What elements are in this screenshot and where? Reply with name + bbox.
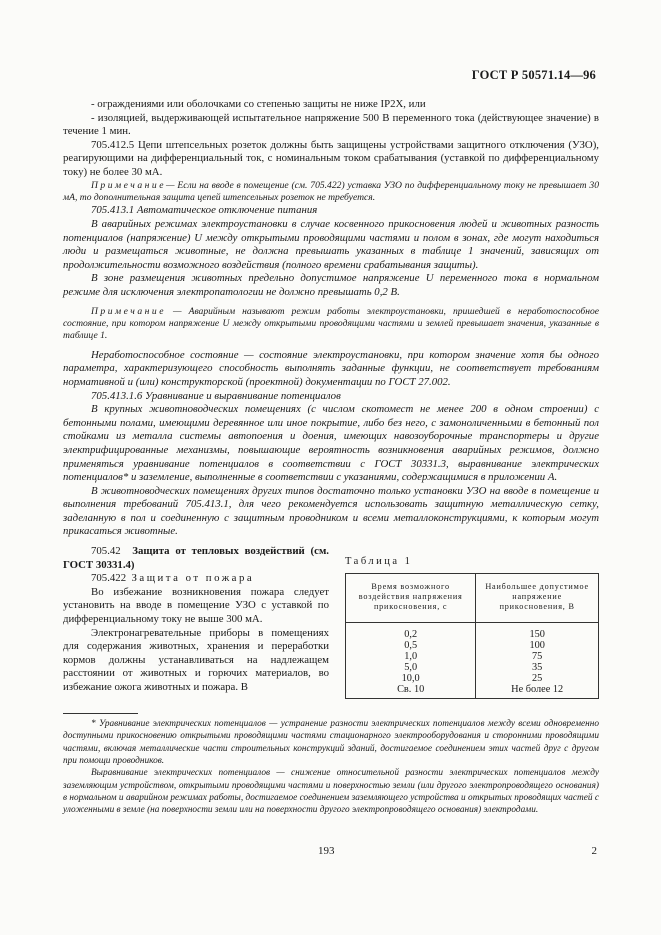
- section-heading-705-42: 705.42 Защита от тепловых воздействий (см. ГОСТ 30331.4): [63, 545, 329, 571]
- document-body: [63, 98, 599, 816]
- footnote-divider: [63, 713, 138, 714]
- table-row: 10,0 25: [346, 673, 599, 684]
- note-label: Примечание: [91, 179, 166, 191]
- table-row: 0,5 100: [346, 640, 599, 651]
- footnote: * Уравнивание электрических потенциалов — устранение разности электрических потенциалов между всеми одновременно доступными прикосновению открытыми проводящими частями стационарного электрооборудования и сторонними проводящими частями, включая металлические части строительных конструкций зданий, достигаемое соединением этих частей друг с другом при помощи проводников.: [63, 719, 599, 766]
- data-table: [345, 573, 599, 699]
- document-header: ГОСТ Р 50571.14—96: [471, 68, 596, 82]
- table-row: 5,0 35: [346, 662, 599, 673]
- list-item: - ограждениями или оболочками со степенью защиты не ниже IP2X, или: [91, 98, 426, 110]
- footnote: Выравнивание электрических потенциалов — снижение относительной разности электрических потенциалов между заземляющим устройством, открытыми проводящими частями и поверхностью земли (или другого электропроводящего основания) в нормальном и аварийном режимах работы, достигаемое соединением заземляющего устройства и открытых проводящих частей с уложенными в земле (на поверхности земли или на поверхности другого электропроводящего основания) электродами.: [63, 768, 599, 816]
- page-number: 193: [318, 845, 335, 857]
- table-1: [345, 555, 599, 699]
- two-column-section: [63, 545, 599, 705]
- table-title: Таблица 1: [345, 556, 413, 568]
- paragraph: Электронагревательные приборы в помещениях для содержания животных, хранения и переработки кормов должны устанавливаться на надлежащем расстоянии от животных и горючих материалов, во избежание ожога животных и пожара. В: [63, 626, 329, 693]
- clause-705-412-5: 705.412.5 Цепи штепсельных розеток должны быть защищены устройствами защитного отключения (УЗО), реагирующими на дифференциальный ток, с номинальным током срабатывания (уставкой по дифференциальному току) не более 30 мА.: [63, 138, 599, 178]
- table-row: Св. 10 Не более 12: [346, 684, 599, 699]
- sheet-number: 2: [591, 845, 597, 857]
- note-text: Если на вводе в помещение (см. 705.422) уставка УЗО по дифференциальному току не превышает 30 мА, то дополнительная защита цепей штепсельных розеток не требуется.: [63, 179, 600, 203]
- paragraph: В животноводческих помещениях других типов достаточно только установки УЗО на вводе в помещение и выполнения требований 705.413.1, для чего рекомендуется использовать защитную металлическую сетку, заделанную в пол и соединенную с защитным проводником и всеми металлоконструкциями, к которым могут прикасаться животные.: [63, 484, 599, 538]
- paragraph: Во избежание возникновения пожара следует установить на вводе в помещение УЗО с уставкой по дифференциальному току не выше 300 мА.: [63, 585, 329, 626]
- note: Примечание— Если на вводе в помещение (см. 705.422) уставка УЗО по дифференциальному току не превышает 30 мА, то дополнительная защита цепей штепсельных розеток не требуется.: [63, 179, 600, 203]
- column-header: Время возможного воздействия напряжения прикосновения, с: [346, 573, 476, 622]
- note: Примечание — Аварийным называют режим работы электроустановки, пришедшей в неработоспособное состояние, при котором напряжение U между открытыми проводящими частями и землей превышает значения, указанные в таблице 1.: [63, 305, 600, 342]
- paragraph: В аварийных режимах электроустановки в случае косвенного прикосновения людей и животных разность потенциалов (напряжение) U между открытыми проводящими частями и полом в зонах, где могут находиться люди и размещаться животные, не должна превышать указанных в таблице 1 значений, зависящих от продолжительности возможного воздействия (полного времени срабатывания защиты).: [63, 217, 599, 271]
- table-row: 1,0 75: [346, 651, 599, 662]
- clause-heading: 705.413.1 Автоматическое отключение питания: [91, 204, 318, 217]
- clause-heading: 705.413.1.6 Уравнивание и выравнивание потенциалов: [91, 389, 341, 402]
- left-column: [63, 545, 329, 695]
- note-text: Аварийным называют режим работы электроустановки, пришедшей в неработоспособное состояние, при котором напряжение U между открытыми проводящими частями и землей превышает значения, указанные в таблице 1.: [63, 305, 600, 342]
- table-row: 0,2 150: [346, 622, 599, 640]
- section-heading-705-422: 705.422 Защита от пожара: [91, 572, 255, 585]
- paragraph: В крупных животноводческих помещениях (с числом скотомест не менее 200 в одном строении) с бетонными полами, имеющими деревянное или иное покрытие, либо без него, с замоноличенными в бетонный пол стойками из металла системы автопоения и доения, имеющих навозоуборочные транспортеры и другие электрифицированные механизмы, повышающие вероятность возникновения аварийных режимов, должно применяться уравнивание потенциалов в соответствии с ГОСТ 30331.3, выравнивание электрических потенциалов* и заземление, выполненные в соответствии с указаниями, содержащимися в приложении А.: [63, 403, 599, 484]
- section-title: Защита от пожара: [131, 572, 255, 585]
- paragraph: Неработоспособное состояние — состояние электроустановки, при котором значение хотя бы одного параметра, характеризующего способность выполнять заданные функции, не соответствует требованиям нормативной и (или) конструкторской (проектной) документации по ГОСТ 27.002.: [63, 348, 599, 388]
- section-title: Защита от тепловых воздействий (см. ГОСТ 30331.4): [63, 545, 329, 571]
- paragraph: В зоне размещения животных предельно допустимое напряжение U переменного тока в нормальном режиме для исключения электропатологии не должно превышать 0,2 В.: [63, 272, 599, 298]
- column-header: Наибольшее допустимое напряжение прикосновения, В: [476, 573, 599, 622]
- list-item: - изоляцией, выдерживающей испытательное напряжение 500 В переменного тока (действующее значение) в течение 1 мин.: [63, 111, 599, 138]
- note-label: Примечание: [91, 305, 166, 317]
